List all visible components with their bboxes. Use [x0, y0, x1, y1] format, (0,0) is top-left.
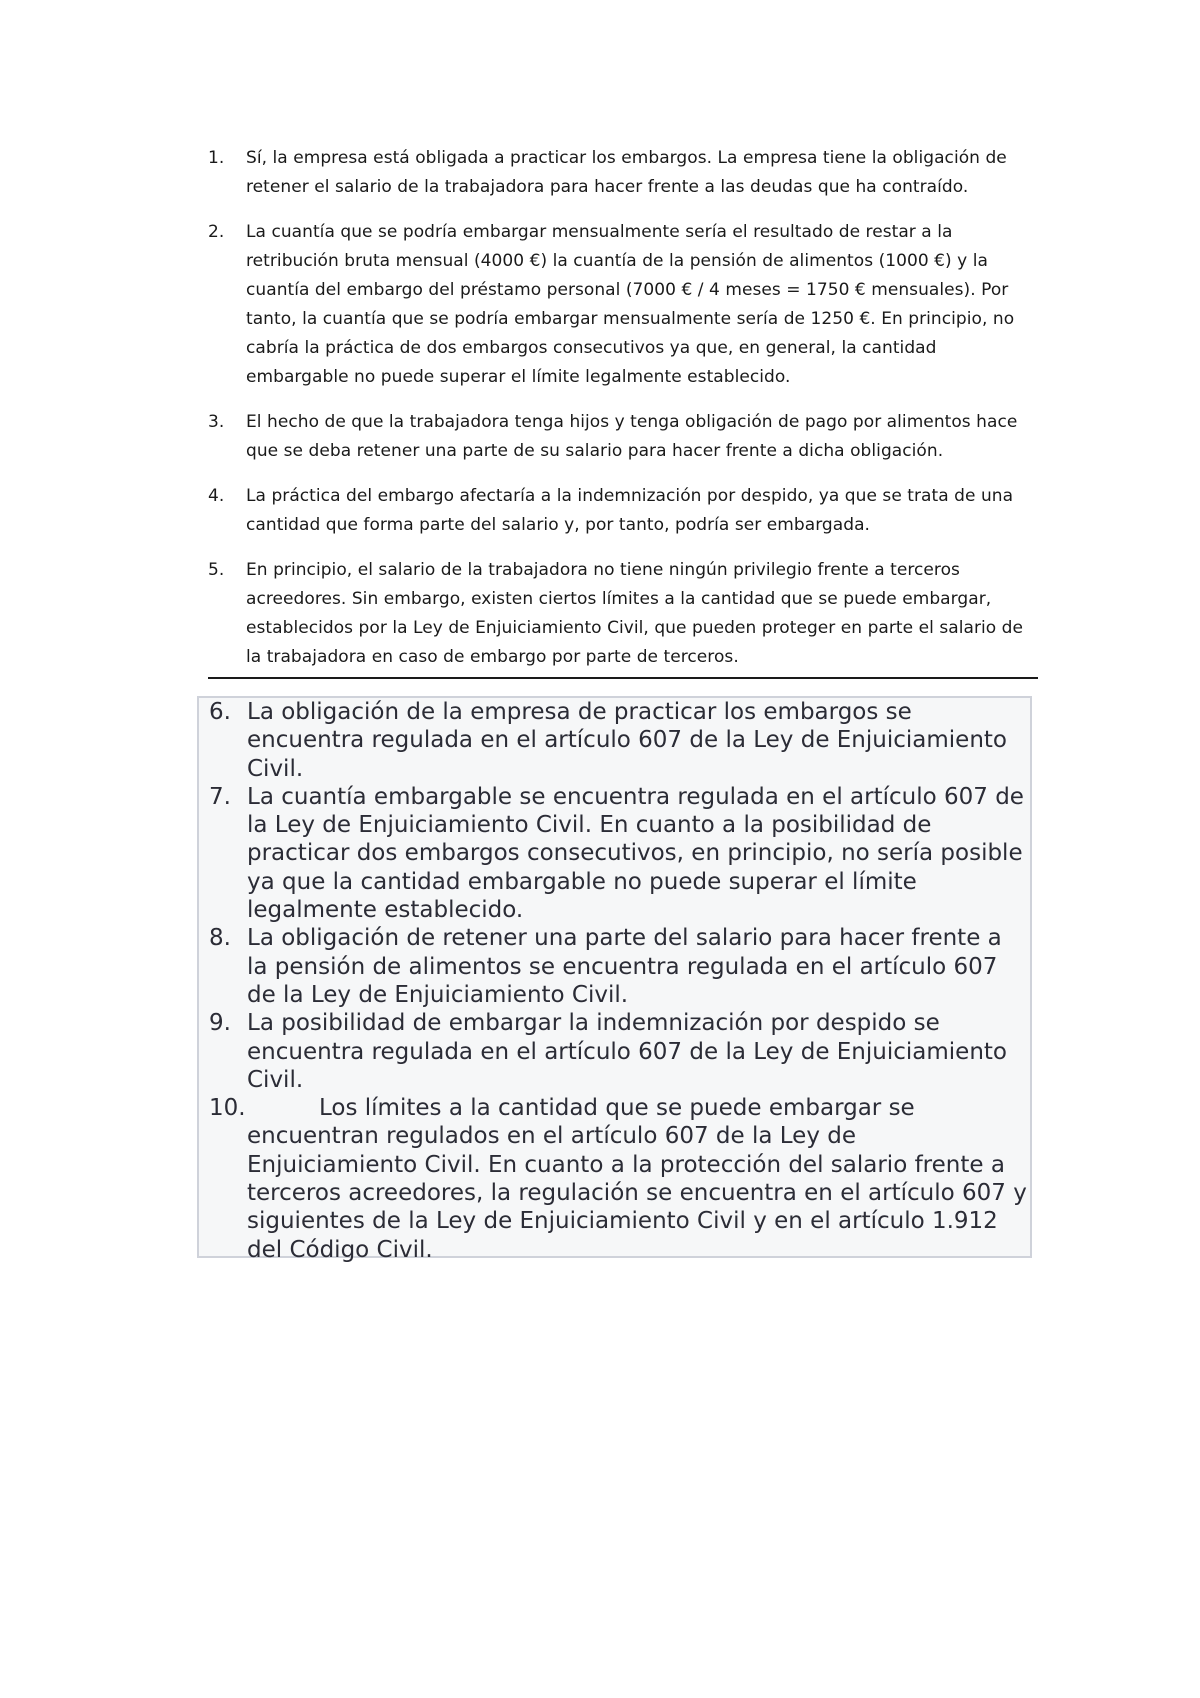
- list-item: [208, 556, 1038, 672]
- item-text: La obligación de retener una parte del salario para hacer frente a la pensión de alimentos se encuentra regulada en el artículo 607 de la Ley de Enjuiciamiento Civil.: [247, 925, 1002, 1008]
- item-number: 2.: [208, 222, 225, 242]
- item-number: 3.: [208, 412, 225, 432]
- list-item: [208, 408, 1038, 466]
- list-item: [209, 783, 1029, 924]
- answers-box-part2: [197, 696, 1032, 1263]
- item-number: 7.: [209, 783, 231, 810]
- item-text: La práctica del embargo afectaría a la indemnización por despido, ya que se trata de una cantidad que forma parte del salario y, por tanto, podría ser embargada.: [246, 486, 1014, 535]
- item-text: La cuantía embargable se encuentra regulada en el artículo 607 de la Ley de Enjuiciamiento Civil. En cuanto a la posibilidad de practicar dos embargos consecutivos, en principio, no sería posible ya que la cantidad embargable no puede superar el límite legalmente establecido.: [247, 783, 1024, 924]
- item-number: 5.: [208, 560, 225, 580]
- item-text: La posibilidad de embargar la indemnización por despido se encuentra regulada en el artículo 607 de la Ley de Enjuiciamiento Civil.: [247, 1010, 1007, 1093]
- horizontal-divider: [208, 677, 1038, 679]
- item-text: En principio, el salario de la trabajadora no tiene ningún privilegio frente a terceros acreedores. Sin embargo, existen ciertos límites a la cantidad que se puede embargar, establecidos por la Ley de Enjuiciamiento Civil, que pueden proteger en parte el salario de la trabajadora en caso de embargo por parte de terceros.: [246, 560, 1024, 667]
- item-number: 9.: [209, 1010, 231, 1037]
- item-number: 4.: [208, 486, 225, 506]
- list-item: [209, 1009, 1029, 1094]
- list-item: [209, 1094, 1029, 1264]
- list-item: [208, 218, 1038, 392]
- item-number: 1.: [208, 148, 225, 168]
- item-text: Los límites a la cantidad que se puede embargar se encuentran regulados en el artículo 607 de la Ley de Enjuiciamiento Civil. En cuanto a la protección del salario frente a terceros acreedores, la regulación se encuentra en el artículo 607 y siguientes de la Ley de Enjuiciamiento Civil y en el artículo 1.912 del Código Civil.: [247, 1095, 1027, 1263]
- list-item: [209, 924, 1029, 1009]
- item-number: 8.: [209, 925, 231, 952]
- item-text: La cuantía que se podría embargar mensualmente sería el resultado de restar a la retribución bruta mensual (4000 €) la cuantía de la pensión de alimentos (1000 €) y la cuantía del embargo del préstamo personal (7000 € / 4 meses = 1750 € mensuales). Por tanto, la cuantía que se podría embargar mensualmente sería de 1250 €. En principio, no cabría la práctica de dos embargos consecutivos ya que, en general, la cantidad embargable no puede superar el límite legalmente establecido.: [246, 222, 1015, 387]
- item-text: El hecho de que la trabajadora tenga hijos y tenga obligación de pago por alimentos hace que se deba retener una parte de su salario para hacer frente a dicha obligación.: [246, 412, 1018, 461]
- answers-list-part2: [209, 698, 1029, 1264]
- answers-list-part1: [208, 144, 1038, 688]
- item-number: 6.: [209, 699, 231, 725]
- item-text: La obligación de la empresa de practicar los embargos se encuentra regulada en el artículo 607 de la Ley de Enjuiciamiento Civil.: [247, 699, 1007, 782]
- item-number: 10.: [209, 1095, 246, 1122]
- list-item: [209, 698, 1029, 783]
- list-item: [208, 144, 1038, 202]
- item-text: Sí, la empresa está obligada a practicar los embargos. La empresa tiene la obligación de retener el salario de la trabajadora para hacer frente a las deudas que ha contraído.: [246, 148, 1007, 197]
- list-item: [208, 482, 1038, 540]
